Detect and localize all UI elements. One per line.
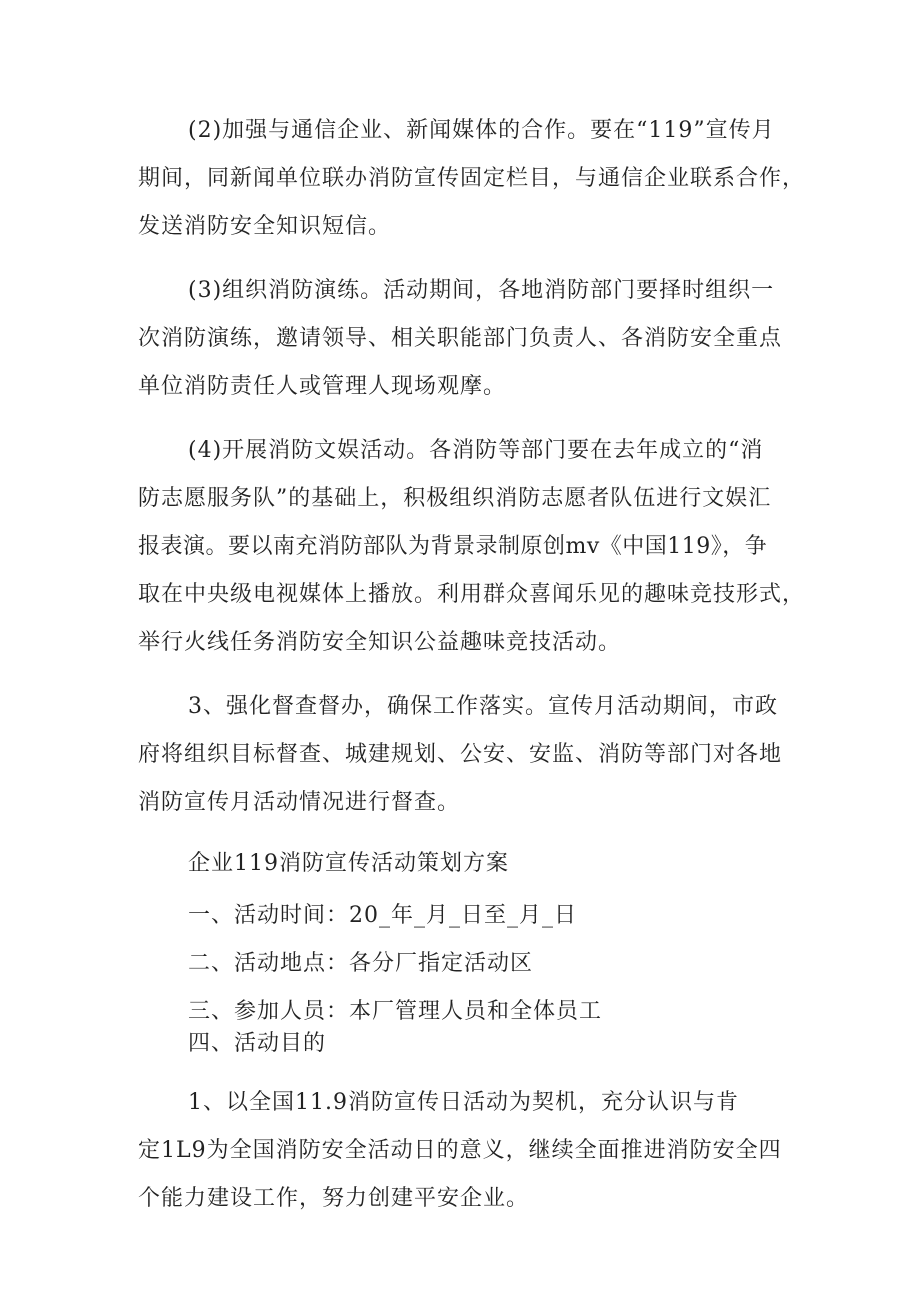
plan-title: 企业119消防宣传活动策划方案 [188, 851, 509, 876]
paragraph-4-line-2: 防志愿服务队”的基础上，积极组织消防志愿者队伍进行文娱汇 [138, 486, 772, 511]
paragraph-2-line-1: (2)加强与通信企业、新闻媒体的合作。要在“119”宣传月 [188, 118, 775, 143]
paragraph-4-line-3: 报表演。要以南充消防部队为背景录制原创mv《中国119》，争 [138, 534, 768, 559]
paragraph-4-line-5: 举行火线任务消防安全知识公益趣味竞技活动。 [138, 630, 622, 655]
paragraph-supervision-line-2: 府将组织目标督查、城建规划、公安、安监、消防等部门对各地 [138, 742, 783, 767]
paragraph-3-line-1: (3)组织消防演练。活动期间，各地消防部门要择时组织一 [188, 278, 775, 303]
purpose-paragraph-line-3: 个能力建设工作，努力创建平安企业。 [138, 1186, 530, 1211]
paragraph-supervision-line-3: 消防宣传月活动情况进行督查。 [138, 790, 461, 815]
item-activity-time: 一、活动时间：20_年_月_日至_月_日 [188, 903, 577, 928]
paragraph-supervision-line-1: 3、强化督查督办，确保工作落实。宣传月活动期间，市政 [188, 694, 778, 719]
paragraph-2-line-2: 期间，同新闻单位联办消防宣传固定栏目，与通信企业联系合作， [138, 166, 806, 191]
item-participants: 三、参加人员：本厂管理人员和全体员工 [188, 999, 603, 1024]
purpose-paragraph-line-1: 1、以全国11.9消防宣传日活动为契机，充分认识与肯 [188, 1090, 739, 1115]
paragraph-4-line-4: 取在中央级电视媒体上播放。利用群众喜闻乐见的趣味竞技形式， [138, 582, 806, 607]
item-activity-purpose: 四、活动目的 [188, 1031, 327, 1056]
paragraph-2-line-3: 发送消防安全知识短信。 [138, 214, 392, 239]
paragraph-4-line-1: (4)开展消防文娱活动。各消防等部门要在去年成立的“消 [188, 438, 764, 463]
paragraph-3-line-2: 次消防演练，邀请领导、相关职能部门负责人、各消防安全重点 [138, 326, 783, 351]
paragraph-3-line-3: 单位消防责任人或管理人现场观摩。 [138, 374, 507, 399]
purpose-paragraph-line-2: 定1L9为全国消防安全活动日的意义，继续全面推进消防安全四 [138, 1138, 782, 1163]
item-activity-location: 二、活动地点：各分厂指定活动区 [188, 951, 534, 976]
